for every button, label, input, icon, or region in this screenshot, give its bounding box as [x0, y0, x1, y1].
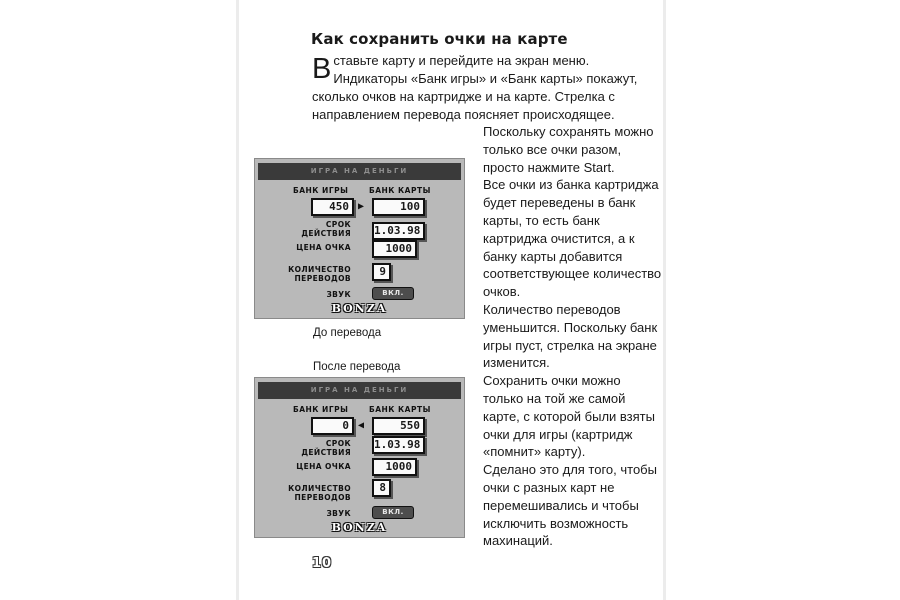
- bonza-logo: BONZA: [331, 521, 388, 534]
- drop-cap: В: [312, 53, 332, 85]
- price-label: ЦЕНА ОЧКА: [296, 462, 351, 471]
- intro-paragraph: [312, 52, 662, 124]
- expiry-label: СРОК ДЕЙСТВИЯ: [301, 220, 351, 238]
- transfers-label: КОЛИЧЕСТВО ПЕРЕВОДОВ: [288, 484, 351, 502]
- sound-toggle[interactable]: ВКЛ.: [372, 506, 414, 519]
- game-bank-label: БАНК ИГРЫ: [293, 186, 349, 195]
- caption-before: До перевода: [313, 327, 382, 339]
- game-bank-label: БАНК ИГРЫ: [293, 405, 349, 414]
- caption-after: После перевода: [313, 361, 401, 373]
- game-bank-value: 0: [311, 417, 354, 435]
- paragraph-same-card: Сохранить очки можно только на той же самой карте, с которой были взяты очки для игры (картридж «помнит» карту).: [483, 373, 655, 460]
- expiry-value: 1.03.98: [372, 222, 425, 240]
- page-edge-left: [236, 0, 239, 600]
- screen-title-bar: ИГРА НА ДЕНЬГИ: [258, 382, 461, 399]
- card-bank-label: БАНК КАРТЫ: [369, 186, 431, 195]
- transfers-value: 8: [372, 479, 391, 497]
- sound-toggle[interactable]: ВКЛ.: [372, 287, 414, 300]
- game-screen-before: [254, 158, 465, 319]
- card-bank-value: 100: [372, 198, 425, 216]
- price-value: 1000: [372, 458, 417, 476]
- screen-title-bar: ИГРА НА ДЕНЬГИ: [258, 163, 461, 180]
- page-number: 10: [312, 556, 333, 571]
- bonza-logo: BONZA: [331, 302, 388, 315]
- sound-label: ЗВУК: [326, 290, 351, 299]
- sound-label: ЗВУК: [326, 509, 351, 518]
- expiry-label: СРОК ДЕЙСТВИЯ: [301, 439, 351, 457]
- transfers-label: КОЛИЧЕСТВО ПЕРЕВОДОВ: [288, 265, 351, 283]
- expiry-value: 1.03.98: [372, 436, 425, 454]
- transfer-arrow-icon: ◀: [358, 420, 365, 431]
- intro-text: ставьте карту и перейдите на экран меню. Индикаторы «Банк игры» и «Банк карты» покажут, сколько очков на картридже и на карте. Стрелка с направлением перевода поясняет происходящее.: [312, 53, 638, 122]
- section-title: Как сохранить очки на карте: [311, 30, 568, 48]
- transfer-arrow-icon: ▶: [358, 201, 365, 212]
- page-edge-right: [663, 0, 666, 600]
- game-bank-value: 450: [311, 198, 354, 216]
- card-bank-value: 550: [372, 417, 425, 435]
- transfers-value: 9: [372, 263, 391, 281]
- price-label: ЦЕНА ОЧКА: [296, 243, 351, 252]
- paragraph-reason: Сделано это для того, чтобы очки с разных карт не перемешивались и чтобы исключить возможность махинаций.: [483, 462, 657, 549]
- paragraph-transfers-count: Количество переводов уменьшится. Поскольку банк игры пуст, стрелка на экране изменится.: [483, 301, 658, 371]
- paragraph-transfer: Все очки из банка картриджа будет переведены в банк карты, то есть банк картриджа очистится, а к банку карты добавится соответствующее количество очков.: [483, 177, 662, 300]
- price-value: 1000: [372, 240, 417, 258]
- paragraph-start: Поскольку сохранять можно только все очки разом, просто нажмите Start.: [483, 124, 654, 175]
- game-screen-after: [254, 377, 465, 538]
- card-bank-label: БАНК КАРТЫ: [369, 405, 431, 414]
- right-column: [483, 123, 663, 550]
